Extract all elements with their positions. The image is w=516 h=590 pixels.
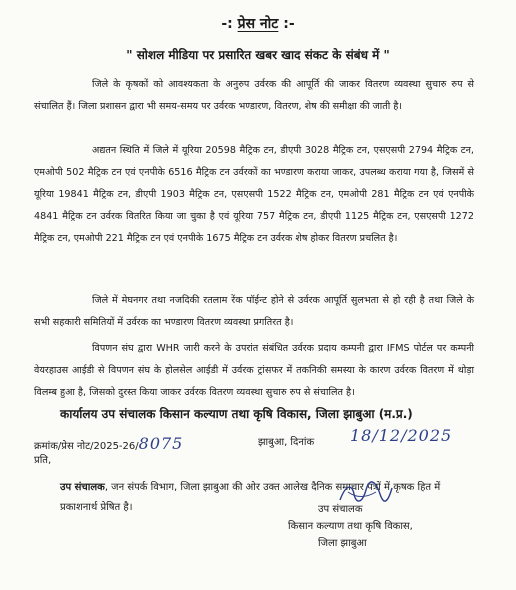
- kramank-handwritten-number: 8075: [138, 434, 184, 453]
- office-heading: कार्यालय उप संचालक किसान कल्याण तथा कृषि विकास, जिला झाबुआ (म.प्र.): [60, 407, 413, 421]
- paragraph-4-block: [34, 338, 474, 404]
- paragraph-3: जिले में मेघनगर तथा नजदिकी रतलाम रेंक पॉईन्ट होने से उर्वरक आपूर्ति सुलभता से हो रही है तथा जिले के सभी सहकारी समितियों में उर्वरक का भण्डारण वितरण व्यवस्था प्रगतिरत है।: [34, 295, 474, 328]
- reference-number: [34, 434, 183, 453]
- handwritten-date: 18/12/2025: [350, 426, 453, 445]
- kramank-label: क्रमांक/प्रेस नोट/2025-26/: [34, 441, 139, 452]
- signature-block: [288, 501, 478, 552]
- paragraph-2-block: [34, 140, 474, 250]
- paragraph-3-block: [34, 290, 474, 334]
- prati-label: प्रति,: [34, 455, 52, 466]
- title-suffix: :-: [283, 16, 295, 32]
- paragraph-2: अद्यतन स्थिति में जिले में यूरिया 20598 मैट्रिक टन, डीएपी 3028 मैट्रिक टन, एसएसपी 2794 मैट्रिक टन, एमओपी 502 मैट्रिक टन एवं एनपीके 6516 मैट्रिक टन उर्वरकों का भण्डारण कराया जाकर, उपलब्ध कराया गया है, जिसमें से यूरिया 19841 मैट्रिक टन, डीएपी 1903 मैट्रिक टन, एसएसपी 1522 मैट्रिक टन, एमओपी 281 मैट्रिक टन एवं एनपीके 4841 मैट्रिक टन उर्वरक वितरित किया जा चुका है एवं यूरिया 757 मैट्रिक टन, डीएपी 1125 मैट्रिक टन, एसएसपी 1272 मैट्रिक टन, एमओपी 221 मैट्रिक टन एवं एनपीके 1675 मैट्रिक टन उर्वरक शेष होकर वितरण प्रचलित है।: [34, 145, 474, 244]
- paragraph-4: विपणन संघ द्वारा WHR जारी करने के उपरांत संबंधित उर्वरक प्रदाय कम्पनी द्वारा IFMS पोर्टल पर कम्पनी वेयरहाउस आईडी से विपणन संघ के होलसेल आईडी में उर्वरक ट्रांसफर में तकनिकी समस्या के कारण उर्वरक वितरण में थोड़ा विलम्ब हुआ है, जिसको दुरस्त किया जाकर उर्वरक वितरण व्यवस्था सुचारु रुप से संचालित है।: [34, 343, 474, 398]
- signatory-department: किसान कल्याण तथा कृषि विकास,: [288, 521, 413, 532]
- subject-line: " सोशल मीडिया पर प्रसारित खबर खाद संकट के संबंध में ": [126, 48, 390, 62]
- copy-to-text: , जन संपर्क विभाग, जिला झाबुआ की ओर उक्त आलेख दैनिक समाचार पत्रों में कृषक हित में प्रकाशनार्थ प्रेषित है।: [60, 482, 441, 513]
- paragraph-1-block: [34, 74, 474, 118]
- paragraph-1: जिले के कृषकों को आवश्यकता के अनुरुप उर्वरक की आपूर्ति की जाकर वितरण व्यवस्था सुचारु रुप से संचालित हैं। जिला प्रशासन द्वारा भी समय-समय पर उर्वरक भण्डारण, वितरण, शेष की समीक्षा की जाती है।: [34, 79, 474, 112]
- signatory-designation: उप संचालक: [318, 504, 363, 515]
- title-text: प्रेस नोट: [237, 16, 279, 32]
- title-prefix: -:: [221, 16, 233, 32]
- copy-to-recipient: उप संचालक: [60, 482, 105, 493]
- date-label: झाबुआ, दिनांक: [258, 437, 315, 448]
- page-title: [0, 14, 516, 33]
- signatory-district: जिला झाबुआ: [318, 538, 367, 549]
